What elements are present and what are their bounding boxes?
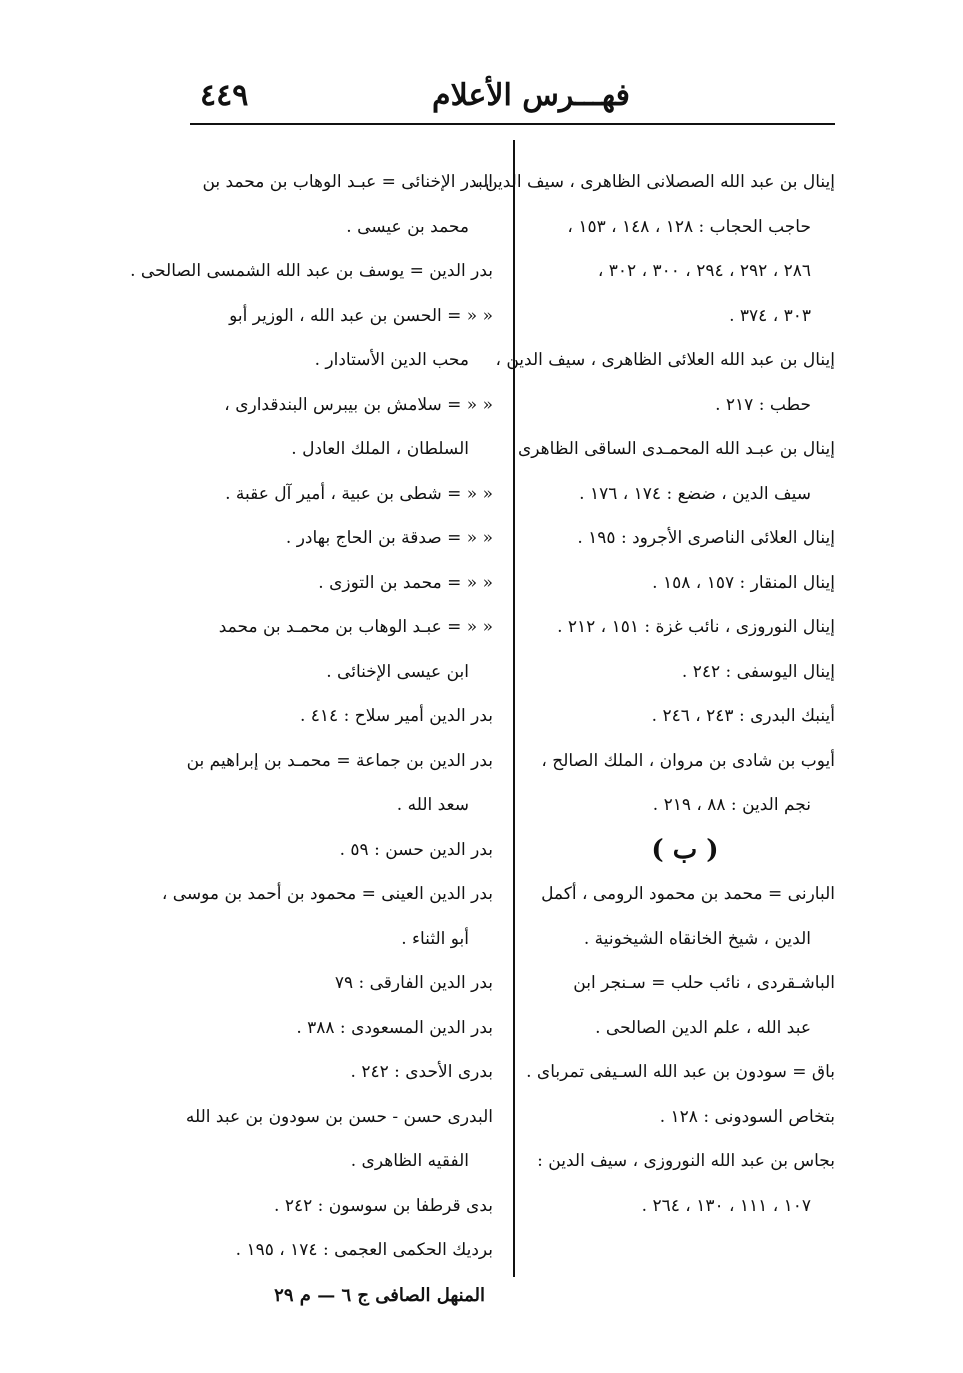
index-entry-continuation: الدين ، شيخ الخانقاه الشيخونية . (583, 928, 811, 949)
page-number: ٤٤٩ (200, 78, 249, 113)
index-entry: إينال بن عبد الله العلائى الظاهرى ، سيف الدين ، (495, 350, 835, 370)
page-header (190, 70, 835, 120)
index-entry-continuation: أبو الثناء . (401, 928, 469, 949)
index-entry: « « = الحسن بن عبد الله ، الوزير أبو (229, 305, 493, 326)
index-entry: البدرى حسن - حسن بن سودون بن عبد الله (185, 1106, 493, 1127)
index-entry-continuation: ابن عيسى الإخنائى . (326, 661, 469, 682)
index-entry: إينال اليوسفى : ٢٤٢ . (681, 661, 835, 682)
index-entry-continuation: عبد الله ، علم الدين الصالحى . (595, 1017, 811, 1038)
index-entry-continuation: ٢٨٦ ، ٢٩٢ ، ٢٩٤ ، ٣٠٠ ، ٣٠٢ ، (597, 261, 811, 281)
index-entry: بتخاص السودونى : ١٢٨ . (659, 1106, 835, 1127)
index-entry: « « = صدقة بن الحاج بهادر . (285, 528, 493, 548)
index-entry: الباشـقردى ، نائب حلب = سـنجر ابن (573, 973, 835, 993)
index-entry: بدر الدين = يوسف بن عبد الله الشمسى الصالحى . (130, 261, 493, 281)
index-entry-continuation: محب الدين الأستادار . (314, 350, 469, 370)
index-entry: بدر الدين الفارقى : ٧٩ (334, 973, 493, 993)
index-entry-continuation: ٣٠٣ ، ٣٧٤ . (729, 305, 811, 326)
index-entry: أينبك البدرى : ٢٤٣ ، ٢٤٦ . (651, 706, 835, 726)
column-divider (513, 140, 515, 1277)
index-entry: بدرى الأحدى : ٢٤٢ . (350, 1062, 493, 1082)
index-entry-continuation: نجم الدين : ٨٨ ، ٢١٩ . (652, 795, 811, 815)
index-entry: « « = محمد بن التوزى . (318, 572, 493, 593)
index-entry: إينال العلائى الناصرى الأجرود : ١٩٥ . (577, 528, 835, 548)
index-entry-continuation: حاجب الحجاب : ١٢٨ ، ١٤٨ ، ١٥٣ ، (567, 216, 811, 237)
index-entry: بدى قرطفا بن سوسون : ٢٤٢ . (274, 1195, 493, 1216)
index-entry-continuation: الفقيه الظاهرى . (350, 1151, 469, 1171)
index-entry: « « = سلامش بن بيبرس البندقدارى ، (224, 394, 493, 415)
index-entry-continuation: سعد الله . (396, 795, 469, 815)
index-entry: إينال بن عبد الله الصصلانى الظاهرى ، سيف الدين ، (474, 172, 835, 192)
index-entry: برديك الحكمى العجمى : ١٧٤ ، ١٩٥ . (235, 1240, 493, 1260)
index-entry: بدر الدين بن جماعة = محمـد بن إبراهيم بن (186, 750, 493, 771)
index-entry-continuation: السلطان ، الملك العادل . (291, 439, 469, 459)
index-entry-continuation: محمد بن عيسى . (346, 216, 469, 237)
index-entry: بدر الدين المسعودى : ٣٨٨ . (296, 1017, 493, 1038)
index-entry: بدر الدين حسن : ٥٩ . (339, 839, 493, 860)
index-entry: بدر الدين أمير سلاح : ٤١٤ . (299, 706, 493, 726)
header-rule (190, 123, 835, 125)
page-title: فهـــرس الأعلام (432, 78, 630, 113)
right-column (474, 160, 835, 1228)
index-entry-continuation: حطب : ٢١٧ . (715, 394, 811, 415)
page-footer-signature: المنهل الصافى ج ٦ — م ٢٩ (274, 1285, 485, 1306)
index-entry: بجاس بن عبد الله النوروزى ، سيف الدين : (537, 1151, 835, 1171)
index-entry: « « = عبـد الوهاب بن محمـد بن محمد (218, 617, 493, 637)
index-entry-continuation: سيف الدين ، ضضع : ١٧٤ ، ١٧٦ . (579, 483, 811, 504)
section-letter-heading: ( ب ) (651, 834, 719, 865)
index-entry: « « = شطى بن عبية ، أمير آل عقبة . (225, 483, 493, 504)
index-entry: البدر الإخنائى = عبـد الوهاب بن محمد بن (202, 172, 493, 192)
index-entry: بدر الدين العينى = محمود بن أحمد بن موسى ، (161, 884, 493, 904)
left-column (130, 160, 493, 1273)
index-entry: إينال المنقار : ١٥٧ ، ١٥٨ . (652, 572, 835, 593)
index-entry: إينال بن عبـد الله المحمـدى الساقى الظاهرى (518, 439, 835, 459)
index-entry: أيوب بن شادى بن مروان ، الملك الصالح ، (541, 750, 835, 771)
index-entry: باق = سودون بن عبد الله السـيفى تمرباى . (526, 1062, 835, 1082)
index-entry: إينال النوروزى ، نائب غزة : ١٥١ ، ٢١٢ . (557, 617, 835, 637)
index-entry-continuation: ١٠٧ ، ١١١ ، ١٣٠ ، ٢٦٤ . (641, 1195, 811, 1216)
index-entry: البارنى = محمد بن محمود الرومى ، أكمل (541, 884, 835, 904)
